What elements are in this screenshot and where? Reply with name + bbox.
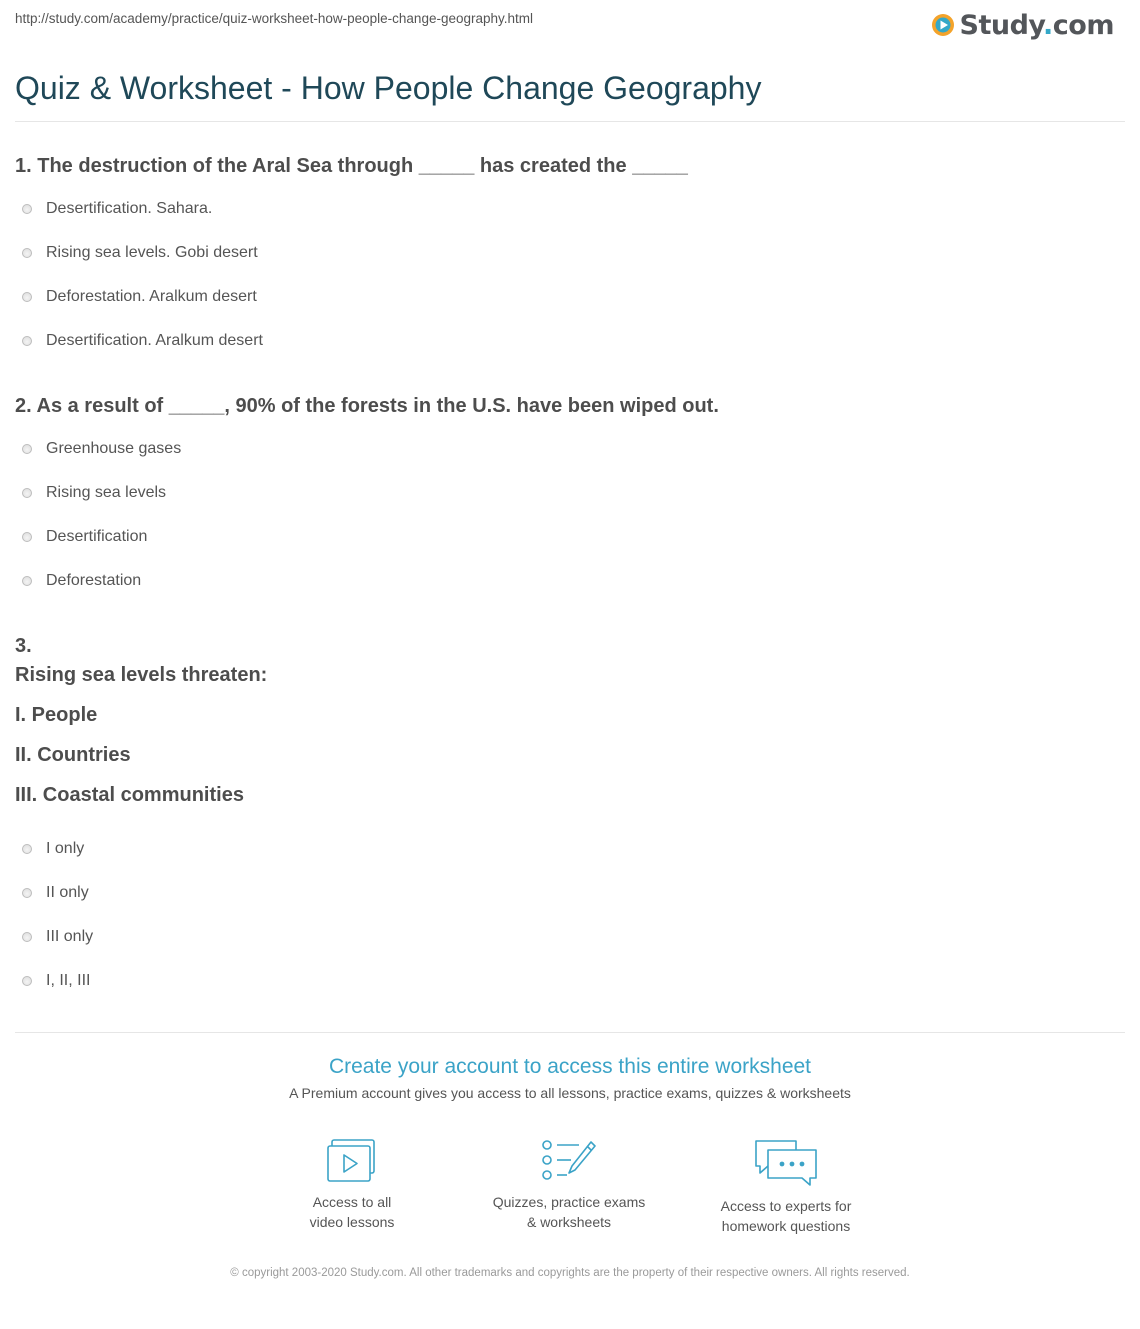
radio-icon[interactable] bbox=[22, 336, 32, 346]
option-label: Rising sea levels bbox=[46, 484, 167, 501]
question-3-item-3: III. Coastal communities bbox=[15, 784, 244, 806]
option-label: I only bbox=[46, 840, 85, 857]
radio-icon[interactable] bbox=[22, 976, 32, 986]
feature-label-line: homework questions bbox=[721, 1218, 851, 1234]
feature-label-line: Access to experts for bbox=[720, 1198, 852, 1214]
q3-option-2[interactable] bbox=[22, 884, 89, 902]
logo-text: Study.com bbox=[959, 9, 1114, 41]
play-logo-icon bbox=[931, 13, 955, 37]
q1-option-2[interactable] bbox=[22, 244, 258, 262]
page-title: Quiz & Worksheet - How People Change Geography bbox=[15, 70, 762, 106]
q1-option-3[interactable] bbox=[22, 288, 257, 306]
option-label: Deforestation. Aralkum desert bbox=[46, 288, 257, 305]
option-label: Desertification. Aralkum desert bbox=[46, 332, 263, 349]
radio-icon[interactable] bbox=[22, 576, 32, 586]
q3-option-4[interactable] bbox=[22, 972, 90, 990]
radio-icon[interactable] bbox=[22, 532, 32, 542]
radio-icon[interactable] bbox=[22, 932, 32, 942]
question-2: 2. As a result of _____, 90% of the forests in the U.S. have been wiped out. bbox=[15, 395, 719, 417]
question-3-item-2: II. Countries bbox=[15, 744, 131, 766]
q2-option-3[interactable] bbox=[22, 528, 147, 546]
feature-label-line: Access to all bbox=[312, 1194, 392, 1210]
option-label: Deforestation bbox=[46, 572, 142, 589]
radio-icon[interactable] bbox=[22, 248, 32, 258]
radio-icon[interactable] bbox=[22, 888, 32, 898]
radio-icon[interactable] bbox=[22, 204, 32, 214]
radio-icon[interactable] bbox=[22, 488, 32, 498]
q3-option-1[interactable] bbox=[22, 840, 84, 858]
question-3-item-1: I. People bbox=[15, 704, 98, 726]
cta-subtitle: A Premium account gives you access to all lessons, practice exams, quizzes & worksheets bbox=[289, 1085, 851, 1101]
create-account-link[interactable]: Create your account to access this entire worksheet bbox=[328, 1055, 812, 1078]
q3-option-3[interactable] bbox=[22, 928, 93, 946]
option-label: III only bbox=[46, 928, 94, 945]
radio-icon[interactable] bbox=[22, 444, 32, 454]
title-divider bbox=[15, 121, 1125, 122]
option-label: II only bbox=[46, 884, 89, 901]
radio-icon[interactable] bbox=[22, 844, 32, 854]
q1-option-4[interactable] bbox=[22, 332, 263, 350]
option-label: Desertification bbox=[46, 528, 148, 545]
study-logo[interactable] bbox=[931, 6, 1115, 44]
q2-option-1[interactable] bbox=[22, 440, 181, 458]
feature-quizzes bbox=[469, 1138, 669, 1232]
option-label: I, II, III bbox=[46, 972, 91, 989]
feature-label-line: Quizzes, practice exams bbox=[492, 1194, 646, 1210]
q2-option-4[interactable] bbox=[22, 572, 141, 590]
radio-icon[interactable] bbox=[22, 292, 32, 302]
option-label: Greenhouse gases bbox=[46, 440, 182, 457]
question-1: 1. The destruction of the Aral Sea through _____ has created the _____ bbox=[15, 155, 688, 177]
option-label: Desertification. Sahara. bbox=[46, 200, 213, 217]
feature-label-line: video lessons bbox=[309, 1214, 395, 1230]
q1-option-1[interactable] bbox=[22, 200, 212, 218]
chat-bubbles-icon bbox=[754, 1138, 818, 1188]
question-3-number: 3. bbox=[15, 635, 32, 657]
q2-option-2[interactable] bbox=[22, 484, 166, 502]
checklist-icon bbox=[541, 1138, 597, 1184]
cta-divider bbox=[15, 1032, 1125, 1033]
feature-label-line: & worksheets bbox=[526, 1214, 612, 1230]
video-lesson-icon bbox=[326, 1138, 378, 1184]
page-url: http://study.com/academy/practice/quiz-worksheet-how-people-change-geography.html bbox=[15, 11, 534, 26]
question-3-stem: Rising sea levels threaten: bbox=[15, 664, 268, 686]
option-label: Rising sea levels. Gobi desert bbox=[46, 244, 258, 261]
feature-video-lessons bbox=[252, 1138, 452, 1232]
copyright-notice: © copyright 2003-2020 Study.com. All other trademarks and copyrights are the property of their respective owners. All rights reserved. bbox=[230, 1267, 910, 1279]
feature-experts bbox=[686, 1138, 886, 1236]
